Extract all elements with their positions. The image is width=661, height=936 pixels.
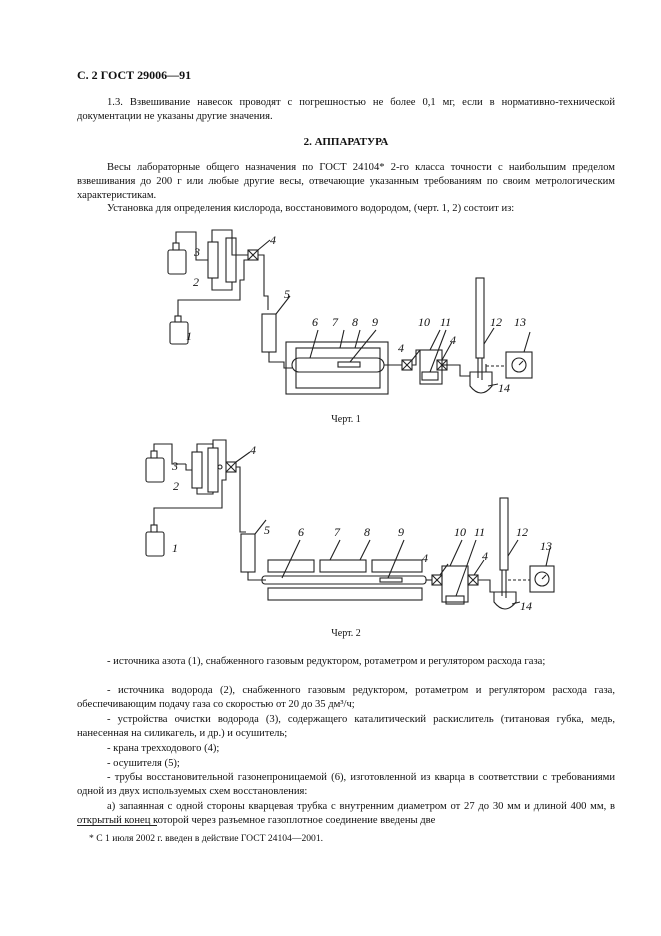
fig1-label-13: 13 (514, 315, 526, 329)
fig2-label-11: 11 (474, 525, 486, 539)
fig2-label-1: 1 (172, 541, 178, 555)
fig1-label-2: 2 (193, 275, 199, 289)
list-item: а) запаянная с одной стороны кварцевая трубка с внутренним диаметром от 27 до 30 мм и длиной 400 мм, в открытый конец которой через разъемное газоплотное соединение введены две (77, 801, 615, 827)
fig2-label-9: 9 (398, 525, 404, 539)
list-item: - источника водорода (2), снабженного газовым редуктором, ротаметром и регулятором расхода газа, обеспечивающим подачу газа со скоростью от 20 до 35 дм³/ч; (77, 685, 615, 711)
paragraph-setup: Установка для определения кислорода, восстановимого водородом, (черт. 1, 2) состоит из: (107, 203, 515, 214)
fig2-label-10: 10 (454, 525, 466, 539)
fig2-label-14: 14 (520, 599, 532, 613)
fig2-label-7: 7 (334, 525, 340, 539)
fig1-label-4c: 4 (450, 333, 456, 347)
fig1-label-5: 5 (284, 287, 290, 301)
figure-2-caption: Черт. 2 (331, 628, 361, 639)
list-item: - источника азота (1), снабженного газовым редуктором, ротаметром и регулятором расхода газа; (107, 656, 546, 667)
list-item: - крана трехходового (4); (107, 743, 220, 754)
fig2-label-2: 2 (173, 479, 179, 493)
fig1-label-11: 11 (440, 315, 452, 329)
fig1-label-3: 3 (194, 245, 200, 259)
fig2-label-4b: 4 (422, 551, 428, 565)
list-item: - осушителя (5); (107, 758, 180, 769)
fig1-label-8: 8 (352, 315, 358, 329)
fig1-label-12: 12 (490, 315, 502, 329)
fig2-label-4c: 4 (482, 549, 488, 563)
fig1-label-14: 14 (498, 381, 510, 395)
section-title: 2. АППАРАТУРА (303, 136, 389, 148)
fig1-label-6: 6 (312, 315, 318, 329)
fig2-label-8: 8 (364, 525, 370, 539)
fig2-label-6: 6 (298, 525, 304, 539)
page-header: С. 2 ГОСТ 29006—91 (77, 68, 192, 82)
fig1-label-4a: 4 (270, 233, 276, 247)
fig1-label-4b: 4 (398, 341, 404, 355)
paragraph-scales: Весы лабораторные общего назначения по ГОСТ 24104* 2-го класса точности с наибольшим пределом взвешивания до 200 г или любые другие весы, отвечающие указанным требованиям по своим метрологическим характеристикам. (77, 162, 615, 202)
footnote-rule (77, 825, 157, 826)
fig1-label-1: 1 (186, 329, 192, 343)
paragraph-1-3: 1.3. Взвешивание навесок проводят с погрешностью не более 0,1 мг, если в нормативно-технической документации не указаны другие значения. (77, 97, 615, 123)
figure-1-caption: Черт. 1 (331, 414, 361, 425)
fig1-label-10: 10 (418, 315, 430, 329)
fig2-label-4a: 4 (250, 443, 256, 457)
list-item: - трубы восстановительной газонепроницаемой (6), изготовленной из кварца в соответствии с требованиями одной из двух используемых схем восстановления: (77, 772, 615, 798)
footnote: * С 1 июля 2002 г. введен в действие ГОСТ 24104—2001. (89, 833, 324, 844)
fig2-label-3: 3 (172, 459, 178, 473)
list-item: - устройства очистки водорода (3), содержащего каталитический раскислитель (титановая губка, медь, нанесенная на силикагель, и др.) и осушитель; (77, 714, 615, 740)
fig2-label-12: 12 (516, 525, 528, 539)
fig2-label-13: 13 (540, 539, 552, 553)
fig2-label-5: 5 (264, 523, 270, 537)
fig1-label-7: 7 (332, 315, 338, 329)
fig1-label-9: 9 (372, 315, 378, 329)
